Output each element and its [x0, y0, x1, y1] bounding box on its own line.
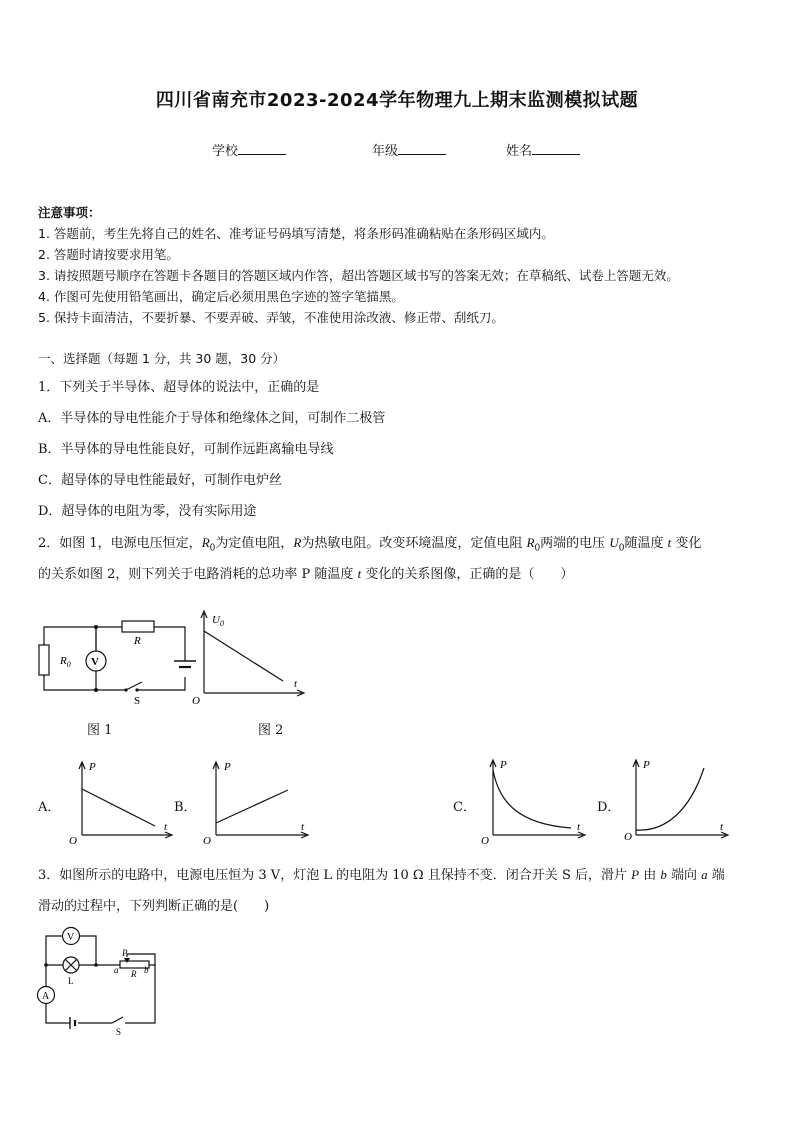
svg-text:O: O [203, 835, 211, 845]
school-label: 学校 [212, 144, 239, 159]
note-item: 2. 答题时请按要求用笔。 [38, 247, 179, 262]
svg-text:P: P [500, 759, 507, 771]
svg-text:S: S [134, 695, 141, 707]
name-label: 姓名 [506, 144, 533, 159]
option-a-graph[interactable] [62, 755, 177, 845]
svg-text:U0: $U_0$ [212, 614, 224, 628]
note-item: 3. 请按照题号顺序在答题卡各题目的答题区域内作答，超出答题区域书写的答案无效；在草稿纸、试卷上答题无效。 [38, 268, 679, 283]
svg-text:t: t [720, 821, 724, 833]
svg-text:t: t [294, 678, 298, 690]
svg-text:L: L [68, 976, 74, 986]
figure-2-label: 图 2 [258, 723, 284, 738]
svg-text:O: O [624, 831, 632, 843]
svg-text:t: t [301, 821, 305, 833]
svg-text:O: O [192, 695, 200, 707]
note-item: 1. 答题前，考生先将自己的姓名、准考证号码填写清楚，将条形码准确粘贴在条形码区域内。 [38, 226, 554, 241]
question-2-option-b[interactable]: B． [174, 800, 197, 815]
question-1-option-b[interactable]: B．半导体的导电性能良好，可制作远距离输电导线 [38, 442, 334, 457]
option-d-graph[interactable] [618, 752, 736, 845]
svg-text:P: P [643, 759, 650, 771]
option-c-graph[interactable] [473, 752, 591, 845]
grade-blank[interactable] [398, 142, 446, 155]
r-resistor [122, 621, 154, 632]
question-1-option-d[interactable]: D．超导体的电阻为零，没有实际用途 [38, 504, 257, 519]
name-blank[interactable] [532, 142, 580, 155]
svg-text:b: b [144, 965, 149, 975]
switch-blade [126, 682, 142, 690]
svg-text:V: V [91, 656, 99, 668]
notes-heading: 注意事项： [38, 205, 101, 220]
grade-label: 年级 [372, 144, 399, 159]
svg-text:V: V [67, 932, 75, 943]
question-3-line-1: 3．如图所示的电路中，电源电压恒为 3 V，灯泡 L 的电阻为 10 Ω 且保持不变．闭合开关 S 后，滑片 P 由 b 端向 a 端 [38, 867, 725, 883]
question-1-option-a[interactable]: A．半导体的导电性能介于导体和绝缘体之间，可制作二极管 [38, 411, 386, 426]
grade-field [372, 140, 446, 159]
svg-text:R: R [131, 969, 137, 979]
svg-text:A: A [42, 991, 50, 1002]
question-1-option-c[interactable]: C．超导体的导电性能最好，可制作电炉丝 [38, 473, 282, 488]
svg-text:P: P [89, 761, 96, 773]
question-2-line-2: 的关系如图 2，则下列关于电路消耗的总功率 P 随温度 t 变化的关系图像，正确的是（ ） [38, 566, 574, 582]
note-item: 4. 作图可先使用铅笔画出，确定后必须用黑色字迹的签字笔描黑。 [38, 289, 404, 304]
svg-text:P: P [122, 948, 128, 958]
svg-text:t: t [164, 821, 168, 833]
switch-blade [112, 1017, 123, 1023]
school-field [212, 140, 286, 159]
svg-text:R0: $R_0$ [60, 655, 71, 669]
question-3-line-2: 滑动的过程中，下列判断正确的是( ) [38, 899, 270, 914]
svg-text:a: a [114, 965, 119, 975]
name-field [506, 140, 580, 159]
page-title: 四川省南充市2023-2024学年物理九上期末监测模拟试题 [155, 90, 639, 111]
svg-text:t: t [577, 821, 581, 833]
question-3-circuit [30, 922, 170, 1042]
question-2-option-d[interactable]: D． [597, 800, 621, 815]
svg-text:S: S [116, 1027, 122, 1037]
svg-text:O: O [69, 835, 77, 845]
svg-text:R: R [134, 635, 141, 647]
figure-1-label: 图 1 [87, 723, 113, 738]
question-1-stem: 1．下列关于半导体、超导体的说法中，正确的是 [38, 380, 320, 395]
svg-text:O: O [481, 835, 489, 845]
question-2-option-c[interactable]: C． [453, 800, 476, 815]
svg-text:P: P [224, 761, 231, 773]
option-b-graph[interactable] [196, 755, 314, 845]
school-blank[interactable] [238, 142, 286, 155]
r0-resistor [39, 645, 49, 675]
question-2-line-1: 2．如图 1，电源电压恒定，$R_0$为定值电阻，R为热敏电阻。改变环境温度，定值电阻 $R_0$两端的电压 $U_0$随温度 t 变化 [38, 535, 702, 554]
question-2-option-a[interactable]: A． [38, 800, 61, 815]
section-heading: 一、选择题（每题 1 分，共 30 题，30 分） [38, 351, 286, 366]
note-item: 5. 保持卡面清洁，不要折暴、不要弄破、弄皱，不准使用涂改液、修正带、刮纸刀。 [38, 310, 504, 325]
